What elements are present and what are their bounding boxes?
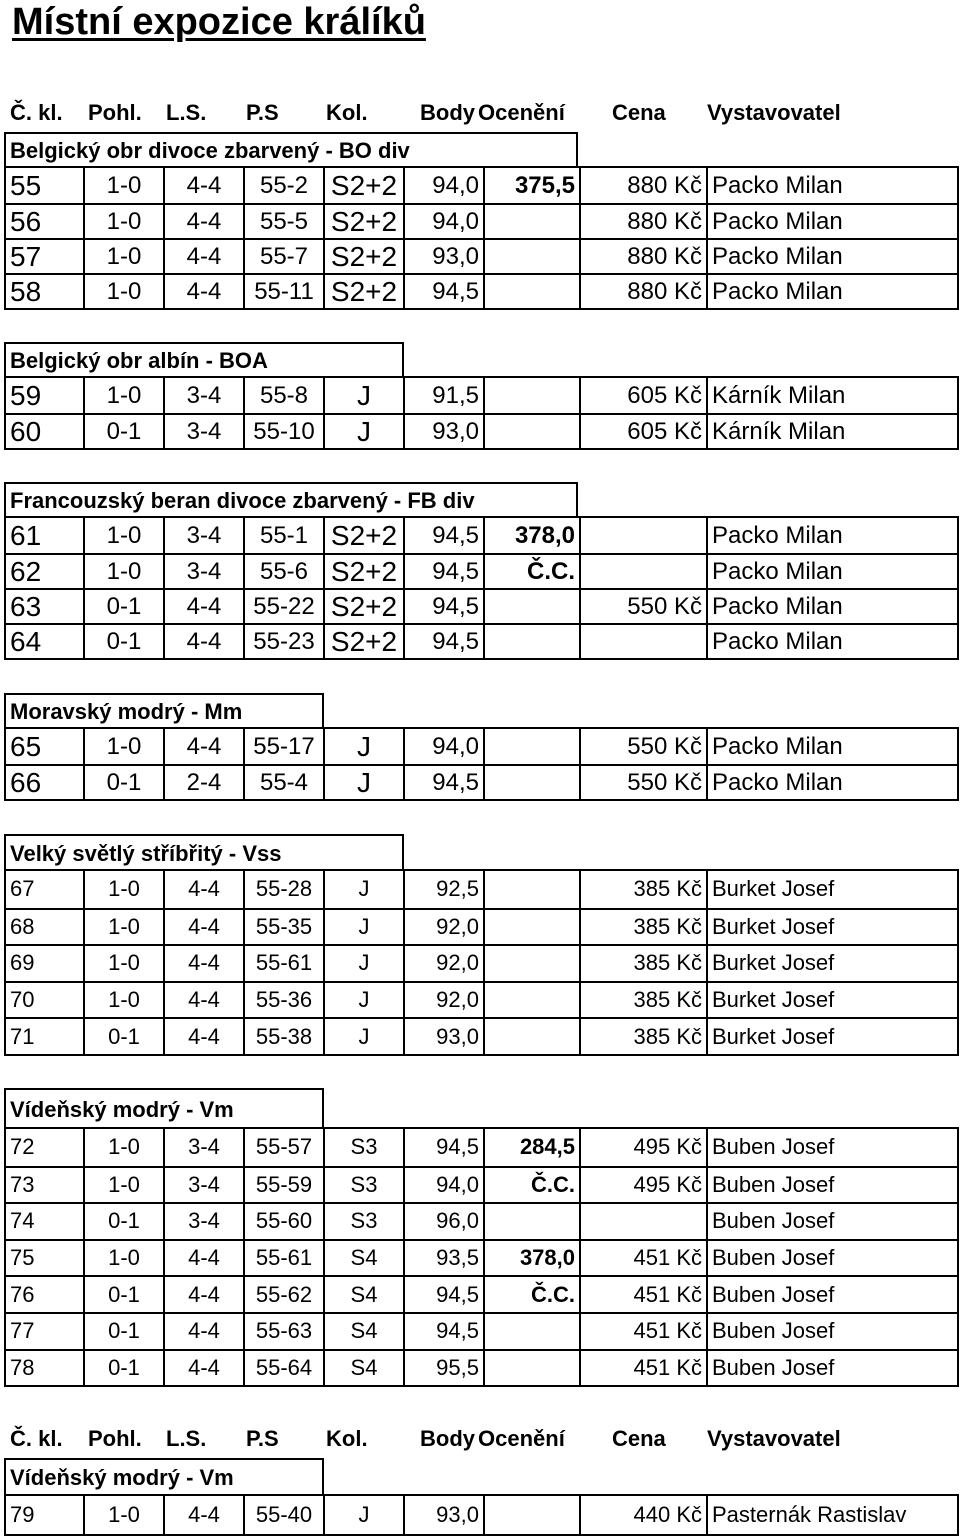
cell-body: 95,5: [403, 1351, 483, 1386]
cell-ps: 55-62: [243, 1277, 323, 1312]
cell-owner: Burket Josef: [706, 871, 959, 908]
cell-sex: 0-1: [83, 766, 163, 799]
cell-no: 68: [10, 913, 35, 939]
cell-ls: 3-4: [163, 555, 243, 588]
cell-kol: S3: [323, 1168, 403, 1203]
cell-kol: S3: [323, 1129, 403, 1166]
cell-ls: 4-4: [163, 1314, 243, 1349]
table-row: [6, 981, 957, 1018]
cell-no: 74: [10, 1208, 35, 1234]
cell-sex: 1-0: [83, 1168, 163, 1203]
column-header: Č. kl.: [10, 1426, 63, 1451]
cell-body: 94,0: [403, 168, 483, 203]
cell-cena: 880 Kč: [579, 240, 706, 273]
cell-owner: Burket Josef: [706, 983, 959, 1018]
cell-no: 60: [10, 415, 42, 447]
cell-cena: 385 Kč: [579, 871, 706, 908]
column-header: P.S: [246, 1426, 279, 1451]
column-header: Ocenění: [478, 1426, 565, 1451]
cell-sex: 0-1: [83, 1204, 163, 1239]
cell-ps: 55-36: [243, 983, 323, 1018]
cell-owner: Buben Josef: [706, 1314, 959, 1349]
cell-cena: 495 Kč: [579, 1168, 706, 1203]
cell-cena: [579, 625, 706, 658]
section-title: Francouzský beran divoce zbarvený - FB div: [4, 482, 578, 516]
table-row: [6, 623, 957, 658]
cell-cena: 385 Kč: [579, 983, 706, 1018]
cell-kol: J: [323, 946, 403, 981]
cell-kol: S2+2: [323, 555, 403, 588]
column-header: Ocenění: [478, 100, 565, 125]
cell-owner: Packo Milan: [706, 590, 959, 623]
cell-cena: 451 Kč: [579, 1277, 706, 1312]
cell-oceneni: Č.C.: [483, 555, 579, 588]
cell-body: 94,0: [403, 1168, 483, 1203]
column-header: Kol.: [326, 100, 368, 125]
cell-cena: 495 Kč: [579, 1129, 706, 1166]
table-row: [6, 1312, 957, 1349]
cell-sex: 1-0: [83, 983, 163, 1018]
cell-ls: 3-4: [163, 415, 243, 448]
section-title: Moravský modrý - Mm: [4, 693, 324, 727]
cell-body: 92,0: [403, 946, 483, 981]
cell-owner: Buben Josef: [706, 1351, 959, 1386]
cell-ps: 55-6: [243, 555, 323, 588]
cell-owner: Packo Milan: [706, 625, 959, 658]
cell-sex: 1-0: [83, 240, 163, 273]
column-header: Č. kl.: [10, 100, 63, 125]
cell-sex: 1-0: [83, 205, 163, 238]
cell-oceneni: 284,5: [483, 1129, 579, 1166]
cell-ps: 55-8: [243, 378, 323, 413]
cell-cena: [579, 1204, 706, 1239]
table-row: [6, 764, 957, 799]
cell-kol: J: [323, 1019, 403, 1054]
cell-owner: Burket Josef: [706, 1019, 959, 1054]
cell-no: 57: [10, 240, 42, 272]
cell-kol: S4: [323, 1241, 403, 1276]
cell-body: 92,0: [403, 910, 483, 945]
section-table: [4, 1127, 959, 1387]
table-row: [6, 238, 957, 273]
table-row: [6, 944, 957, 981]
cell-sex: 1-0: [83, 946, 163, 981]
cell-oceneni: [483, 378, 579, 413]
cell-body: 92,0: [403, 983, 483, 1018]
cell-cena: 550 Kč: [579, 729, 706, 764]
cell-oceneni: [483, 240, 579, 273]
cell-ps: 55-40: [243, 1496, 323, 1534]
cell-no: 55: [10, 169, 42, 201]
cell-ps: 55-59: [243, 1168, 323, 1203]
cell-sex: 1-0: [83, 729, 163, 764]
column-header: L.S.: [166, 1426, 207, 1451]
cell-cena: 550 Kč: [579, 590, 706, 623]
cell-body: 94,0: [403, 205, 483, 238]
section-table: [4, 869, 959, 1056]
cell-sex: 1-0: [83, 1496, 163, 1534]
column-header: P.S: [246, 100, 279, 125]
cell-kol: S4: [323, 1314, 403, 1349]
cell-oceneni: 378,0: [483, 518, 579, 553]
page-title: Místní expozice králíků: [12, 1, 426, 43]
cell-sex: 1-0: [83, 910, 163, 945]
table-row: [6, 1202, 957, 1239]
cell-owner: Packo Milan: [706, 729, 959, 764]
table-row: [6, 378, 957, 413]
cell-no: 63: [10, 590, 42, 622]
cell-ps: 55-5: [243, 205, 323, 238]
cell-oceneni: Č.C.: [483, 1168, 579, 1203]
cell-no: 59: [10, 379, 42, 411]
cell-sex: 1-0: [83, 518, 163, 553]
cell-ls: 4-4: [163, 1351, 243, 1386]
cell-ls: 4-4: [163, 1241, 243, 1276]
cell-owner: Buben Josef: [706, 1241, 959, 1276]
cell-ps: 55-38: [243, 1019, 323, 1054]
cell-ps: 55-23: [243, 625, 323, 658]
table-row: [6, 588, 957, 623]
cell-body: 93,0: [403, 240, 483, 273]
table-row: [6, 413, 957, 448]
cell-oceneni: [483, 729, 579, 764]
cell-no: 66: [10, 766, 42, 798]
cell-kol: S2+2: [323, 518, 403, 553]
cell-body: 94,5: [403, 766, 483, 799]
cell-oceneni: [483, 983, 579, 1018]
cell-body: 94,5: [403, 590, 483, 623]
cell-cena: 385 Kč: [579, 910, 706, 945]
cell-ls: 3-4: [163, 378, 243, 413]
cell-owner: Packo Milan: [706, 240, 959, 273]
cell-no: 77: [10, 1318, 35, 1344]
cell-oceneni: [483, 415, 579, 448]
cell-ps: 55-4: [243, 766, 323, 799]
cell-oceneni: [483, 590, 579, 623]
table-row: [6, 729, 957, 764]
cell-oceneni: [483, 1019, 579, 1054]
column-header: Pohl.: [88, 1426, 142, 1451]
cell-owner: Buben Josef: [706, 1204, 959, 1239]
cell-owner: Buben Josef: [706, 1168, 959, 1203]
cell-ps: 55-7: [243, 240, 323, 273]
cell-cena: 605 Kč: [579, 415, 706, 448]
table-row: [6, 1129, 957, 1166]
cell-oceneni: [483, 766, 579, 799]
cell-ps: 55-1: [243, 518, 323, 553]
cell-ls: 3-4: [163, 1168, 243, 1203]
cell-sex: 0-1: [83, 1314, 163, 1349]
column-header: Kol.: [326, 1426, 368, 1451]
cell-owner: Packo Milan: [706, 205, 959, 238]
section-table: [4, 1494, 959, 1536]
cell-owner: Buben Josef: [706, 1129, 959, 1166]
cell-oceneni: [483, 205, 579, 238]
cell-ls: 4-4: [163, 946, 243, 981]
cell-owner: Packo Milan: [706, 766, 959, 799]
cell-sex: 1-0: [83, 1129, 163, 1166]
cell-cena: 385 Kč: [579, 946, 706, 981]
cell-no: 65: [10, 730, 42, 762]
column-header: Pohl.: [88, 100, 142, 125]
cell-cena: 451 Kč: [579, 1351, 706, 1386]
table-row: [6, 1496, 957, 1534]
column-header: Body: [420, 100, 475, 125]
cell-ps: 55-2: [243, 168, 323, 203]
cell-no: 61: [10, 519, 42, 551]
cell-ps: 55-10: [243, 415, 323, 448]
cell-kol: J: [323, 729, 403, 764]
cell-ps: 55-28: [243, 871, 323, 908]
cell-kol: J: [323, 983, 403, 1018]
cell-kol: J: [323, 378, 403, 413]
cell-body: 93,5: [403, 1241, 483, 1276]
cell-kol: S2+2: [323, 240, 403, 273]
cell-kol: S3: [323, 1204, 403, 1239]
table-row: [6, 1275, 957, 1312]
cell-cena: 451 Kč: [579, 1314, 706, 1349]
cell-no: 69: [10, 950, 35, 976]
cell-oceneni: Č.C.: [483, 1277, 579, 1312]
cell-oceneni: [483, 275, 579, 308]
cell-no: 58: [10, 275, 42, 307]
table-row: [6, 1239, 957, 1276]
cell-no: 62: [10, 555, 42, 587]
cell-ls: 2-4: [163, 766, 243, 799]
cell-kol: J: [323, 871, 403, 908]
cell-no: 75: [10, 1245, 35, 1271]
table-row: [6, 203, 957, 238]
cell-body: 93,0: [403, 1019, 483, 1054]
cell-oceneni: [483, 1314, 579, 1349]
column-header: L.S.: [166, 100, 207, 125]
cell-ls: 4-4: [163, 983, 243, 1018]
cell-cena: 880 Kč: [579, 205, 706, 238]
cell-kol: S2+2: [323, 590, 403, 623]
cell-cena: 605 Kč: [579, 378, 706, 413]
cell-body: 91,5: [403, 378, 483, 413]
cell-sex: 1-0: [83, 378, 163, 413]
cell-ls: 4-4: [163, 590, 243, 623]
cell-no: 67: [10, 876, 35, 902]
cell-body: 94,5: [403, 1129, 483, 1166]
cell-ls: 4-4: [163, 910, 243, 945]
cell-sex: 1-0: [83, 871, 163, 908]
section-title: Vídeňský modrý - Vm: [4, 1458, 324, 1494]
cell-oceneni: [483, 625, 579, 658]
cell-ps: 55-17: [243, 729, 323, 764]
cell-ps: 55-61: [243, 1241, 323, 1276]
section-table: [4, 376, 959, 450]
cell-no: 76: [10, 1281, 35, 1307]
cell-oceneni: [483, 910, 579, 945]
cell-owner: Packo Milan: [706, 168, 959, 203]
cell-ls: 3-4: [163, 1204, 243, 1239]
cell-ls: 4-4: [163, 275, 243, 308]
cell-ps: 55-63: [243, 1314, 323, 1349]
section-table: [4, 727, 959, 801]
cell-body: 94,5: [403, 518, 483, 553]
cell-sex: 0-1: [83, 590, 163, 623]
cell-kol: S2+2: [323, 168, 403, 203]
cell-no: 71: [10, 1023, 35, 1049]
cell-sex: 0-1: [83, 1277, 163, 1312]
section-title: Belgický obr divoce zbarvený - BO div: [4, 132, 578, 166]
cell-ps: 55-64: [243, 1351, 323, 1386]
cell-kol: S2+2: [323, 275, 403, 308]
cell-kol: J: [323, 766, 403, 799]
table-row: [6, 553, 957, 588]
cell-body: 94,0: [403, 729, 483, 764]
cell-cena: 880 Kč: [579, 168, 706, 203]
table-row: [6, 908, 957, 945]
cell-owner: Kárník Milan: [706, 378, 959, 413]
cell-ps: 55-35: [243, 910, 323, 945]
cell-kol: J: [323, 910, 403, 945]
cell-no: 72: [10, 1134, 35, 1160]
cell-sex: 0-1: [83, 415, 163, 448]
cell-kol: J: [323, 415, 403, 448]
column-header-row-6: [0, 1426, 960, 1456]
cell-owner: Burket Josef: [706, 946, 959, 981]
table-row: [6, 1166, 957, 1203]
cell-sex: 1-0: [83, 1241, 163, 1276]
cell-ls: 4-4: [163, 729, 243, 764]
cell-sex: 1-0: [83, 168, 163, 203]
cell-sex: 0-1: [83, 1351, 163, 1386]
cell-owner: Pasternák Rastislav: [706, 1496, 959, 1534]
cell-ps: 55-60: [243, 1204, 323, 1239]
cell-no: 56: [10, 205, 42, 237]
column-header: Vystavovatel: [707, 1426, 841, 1451]
cell-sex: 0-1: [83, 625, 163, 658]
cell-owner: Buben Josef: [706, 1277, 959, 1312]
cell-ls: 4-4: [163, 1019, 243, 1054]
cell-ls: 4-4: [163, 205, 243, 238]
cell-ls: 4-4: [163, 168, 243, 203]
cell-body: 93,0: [403, 415, 483, 448]
cell-ls: 4-4: [163, 1277, 243, 1312]
section-title: Belgický obr albín - BOA: [4, 342, 404, 376]
cell-kol: J: [323, 1496, 403, 1534]
cell-ls: 3-4: [163, 518, 243, 553]
cell-body: 94,5: [403, 1277, 483, 1312]
cell-oceneni: [483, 946, 579, 981]
cell-ps: 55-11: [243, 275, 323, 308]
cell-cena: [579, 518, 706, 553]
cell-cena: 385 Kč: [579, 1019, 706, 1054]
table-row: [6, 168, 957, 203]
cell-owner: Burket Josef: [706, 910, 959, 945]
cell-ps: 55-57: [243, 1129, 323, 1166]
cell-no: 73: [10, 1171, 35, 1197]
cell-body: 94,5: [403, 1314, 483, 1349]
table-row: [6, 871, 957, 908]
cell-body: 93,0: [403, 1496, 483, 1534]
cell-cena: 440 Kč: [579, 1496, 706, 1534]
column-header: Cena: [612, 100, 666, 125]
cell-cena: 451 Kč: [579, 1241, 706, 1276]
cell-kol: S4: [323, 1277, 403, 1312]
cell-body: 96,0: [403, 1204, 483, 1239]
cell-body: 94,5: [403, 555, 483, 588]
cell-ls: 3-4: [163, 1129, 243, 1166]
cell-cena: 550 Kč: [579, 766, 706, 799]
cell-sex: 1-0: [83, 275, 163, 308]
cell-cena: 880 Kč: [579, 275, 706, 308]
cell-cena: [579, 555, 706, 588]
cell-owner: Packo Milan: [706, 555, 959, 588]
column-header-row: [0, 100, 960, 130]
cell-no: 79: [10, 1502, 35, 1527]
cell-kol: S4: [323, 1351, 403, 1386]
section-table: [4, 166, 959, 310]
cell-owner: Kárník Milan: [706, 415, 959, 448]
cell-kol: S2+2: [323, 205, 403, 238]
table-row: [6, 273, 957, 308]
cell-kol: S2+2: [323, 625, 403, 658]
cell-oceneni: [483, 1496, 579, 1534]
cell-body: 94,5: [403, 275, 483, 308]
cell-ls: 4-4: [163, 1496, 243, 1534]
cell-ls: 4-4: [163, 240, 243, 273]
cell-oceneni: 375,5: [483, 168, 579, 203]
cell-oceneni: 378,0: [483, 1241, 579, 1276]
cell-ls: 4-4: [163, 625, 243, 658]
cell-no: 78: [10, 1354, 35, 1380]
cell-oceneni: [483, 1204, 579, 1239]
cell-owner: Packo Milan: [706, 518, 959, 553]
table-row: [6, 1349, 957, 1386]
cell-sex: 1-0: [83, 555, 163, 588]
section-title: Vídeňský modrý - Vm: [4, 1088, 324, 1127]
cell-ls: 4-4: [163, 871, 243, 908]
table-row: [6, 518, 957, 553]
cell-body: 94,5: [403, 625, 483, 658]
column-header: Cena: [612, 1426, 666, 1451]
section-title: Velký světlý stříbřitý - Vss: [4, 834, 404, 869]
cell-sex: 0-1: [83, 1019, 163, 1054]
cell-body: 92,5: [403, 871, 483, 908]
cell-no: 64: [10, 625, 42, 657]
section-table: [4, 516, 959, 660]
cell-ps: 55-61: [243, 946, 323, 981]
cell-ps: 55-22: [243, 590, 323, 623]
column-header: Vystavovatel: [707, 100, 841, 125]
cell-oceneni: [483, 1351, 579, 1386]
table-row: [6, 1017, 957, 1054]
cell-oceneni: [483, 871, 579, 908]
cell-no: 70: [10, 987, 35, 1013]
cell-owner: Packo Milan: [706, 275, 959, 308]
column-header: Body: [420, 1426, 475, 1451]
